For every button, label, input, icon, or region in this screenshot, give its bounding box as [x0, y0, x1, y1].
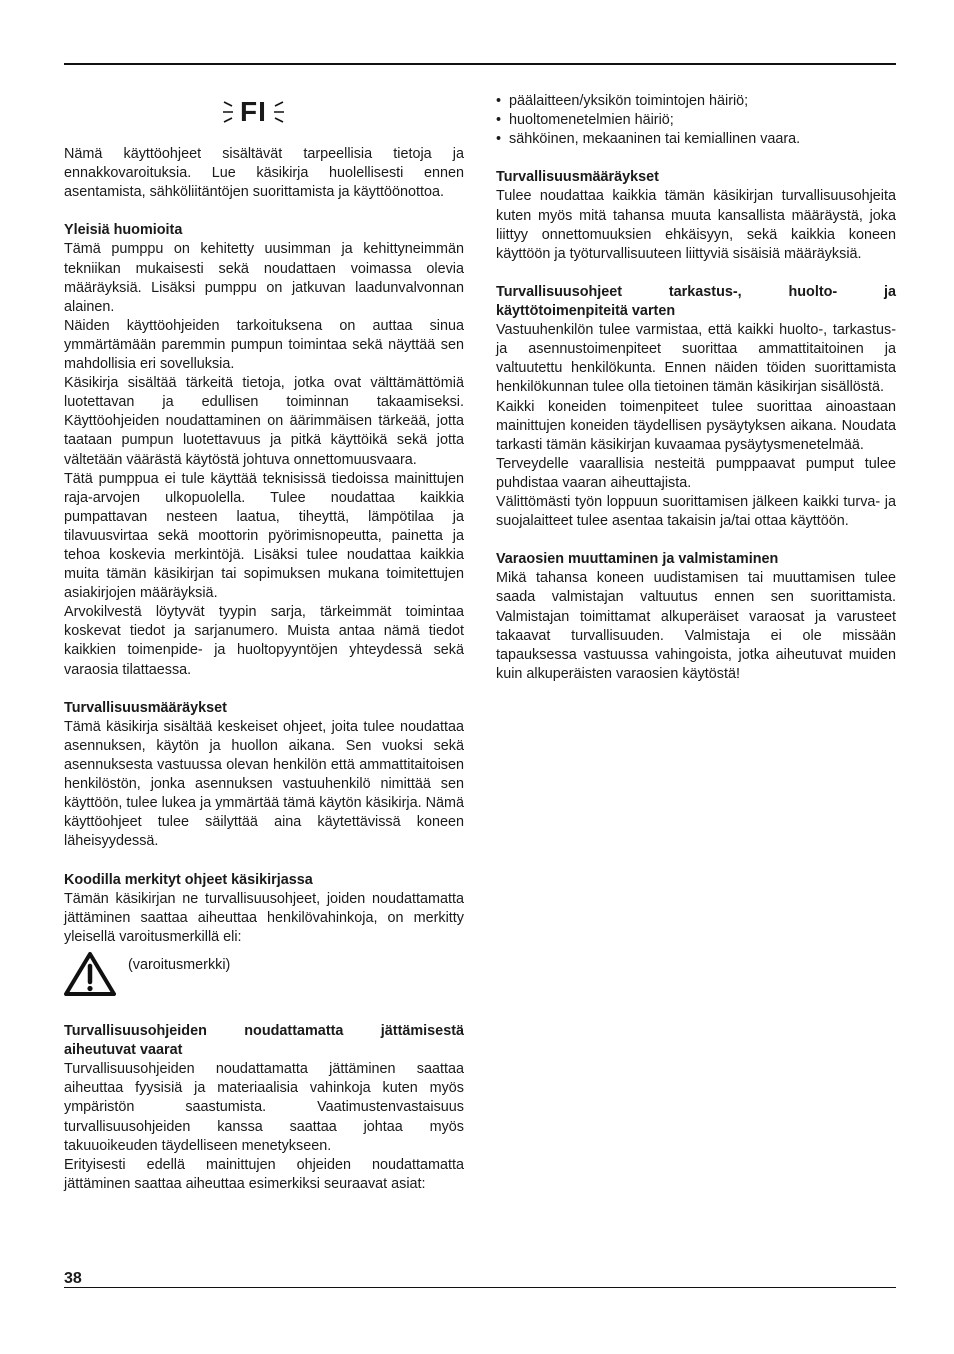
general-paragraph-1: Tämä pumppu on kehitetty uusimman ja kehittyneimmän tekniikan mukaisesti sekä noudattaen voimassa olevia määräyksiä. Lisäksi pumppu on jatkuvan laadunvalvonnan alainen. [64, 241, 464, 315]
list-item: • sähköinen, mekaaninen tai kemiallinen vaara. [496, 130, 896, 149]
bottom-rule [64, 1287, 896, 1288]
warning-triangle-icon [64, 951, 116, 997]
language-marker-left-icon [222, 100, 234, 124]
top-rule [64, 63, 896, 65]
right-column [496, 92, 896, 684]
general-paragraph-3: Käsikirja sisältää tärkeitä tietoja, jotka ovat välttämättömiä luotettavan ja edullisen toiminnan takaamiseksi. Käyttöohjeiden noudattaminen on äärimmäisen tärkeää, jotta taataan pumpun luotettavuus ja pitkä käyttöikä sekä jotta vältetään väärästä käytöstä johtuva onnettomuusvaara. [64, 375, 464, 468]
spare-parts-paragraph: Mikä tahansa koneen uudistamisen tai muuttamisen tulee saada valmistajan valtuutus ennen sen suorittamista. Valmistajan toimittamat alkuperäiset varaosat ja varusteet takaavat turvallisuuden. Valmistaja ei ole missään tapauksessa vastuussa vahingoista, jotka aiheutuvat muiden kuin alkuperäisten varaosien käytöstä! [496, 570, 896, 682]
hazards-heading: Turvallisuusohjeiden noudattamatta jättämisestä aiheutuvat vaarat [64, 1023, 464, 1059]
safety-rules-heading-right: Turvallisuusmääräykset [496, 169, 659, 186]
list-item: • huoltomenetelmien häiriö; [496, 111, 896, 130]
language-marker [222, 96, 285, 128]
hazard-list [496, 92, 896, 149]
hazards-paragraph-2: Erityisesti edellä mainittujen ohjeiden noudattamatta jättäminen saattaa aiheuttaa esimerkiksi seuraavat asiat: [64, 1156, 464, 1192]
general-paragraph-4: Tätä pumppua ei tule käyttää teknisissä tiedoissa mainittujen raja-arvojen ulkopuolella. Tulee noudattaa kaikkia pumpattavan nesteen laatua, tiheyttä, lämpötilaa ja tilavuusvirtaa sekä moottorin pyörimisnopeutta, painetta ja tehoa koskevia merkintöjä. Lisäksi tulee noudattaa kaikkia muita tämän käsikirjan tai sopimuksen mukana toimitettujen asiakirjojen määräyksiä. [64, 470, 464, 602]
inspection-paragraph-4: Välittömästi työn loppuun suorittamisen jälkeen kaikki turva- ja suojalaitteet tulee asentaa takaisin ja/tai ottaa käyttöön. [496, 493, 896, 530]
language-code: FI [240, 96, 267, 127]
inspection-paragraph-1: Vastuuhenkilön tulee varmistaa, että kaikki huolto-, tarkastus- ja asennustoimenpiteet suorittaa ammattitaitoinen ja valtuutettu henkilökunta. Ennen näiden töiden suorittamista henkilökunnan tulee olla tietoinen tämän käsikirjan sisällöstä. [496, 322, 896, 396]
warning-symbol-row [64, 951, 464, 1003]
page-number: 38 [64, 1270, 82, 1287]
general-heading: Yleisiä huomioita [64, 222, 183, 239]
list-item: • päälaitteen/yksikön toimintojen häiriö; [496, 92, 896, 111]
inspection-paragraph-2: Kaikki koneiden toimenpiteet tulee suorittaa ainoastaan mainittujen koneiden täydellisen pysäytyksen aikana. Noudata tarkasti tämän käsikirjan kuvaamaa pysäytysmenetelmää. [496, 398, 896, 453]
spare-parts-heading: Varaosien muuttaminen ja valmistaminen [496, 551, 779, 568]
safety-rules-paragraph: Tämä käsikirja sisältää keskeiset ohjeet, joita tulee noudattaa asennuksen, käytön ja huollon aikana. Sen vuoksi sekä asennuksesta vastuussa olevan henkilön että ammattitaitoisen henkilöstön, jonka asennuksen vastuuhenkilö nimittää sen käyttöön, tulee lukea ja ymmärtää tämä käytön käsikirja. Nämä käyttöohjeet tulee säilyttää aina käytettävissä koneen läheisyydessä. [64, 718, 464, 850]
coded-instructions-paragraph: Tämän käsikirjan ne turvallisuusohjeet, joiden noudattamatta jättäminen saattaa aiheuttaa henkilövahinkoja, on merkitty yleisellä varoitusmerkillä eli: [64, 890, 464, 945]
coded-instructions-heading: Koodilla merkityt ohjeet käsikirjassa [64, 871, 313, 888]
safety-rules-paragraph-right: Tulee noudattaa kaikkia tämän käsikirjan turvallisuusohjeita kuten myös mitä tahansa muuta kansallista määräystä, joka liittyy onnettomuuksien ehkäisyyn, sekä kaikkia koneen käyttöön ja työturvallisuuteen liittyviä sisäisiä määräyksiä. [496, 188, 896, 262]
inspection-paragraph-3: Terveydelle vaarallisia nesteitä pumppaavat pumput tulee puhdistaa vaaran aiheuttajista. [496, 455, 896, 491]
general-paragraph-2: Näiden käyttöohjeiden tarkoituksena on auttaa sinua ymmärtämään paremmin pumpun toimintaa sekä näyttää sen mahdollisia eri sovelluksia. [64, 317, 464, 373]
left-column [64, 145, 464, 1194]
language-marker-right-icon [273, 100, 285, 124]
general-paragraph-5: Arvokilvestä löytyvät tyypin sarja, tärkeimmät toimintaa koskevat tiedot ja sarjanumero. Muista antaa nämä tiedot kaikkien toimenpide- ja huoltopyyntöjen yhteydessä sekä varaosia tilattaessa. [64, 604, 464, 678]
intro-paragraph: Nämä käyttöohjeet sisältävät tarpeellisia tietoja ja ennakkovaroituksia. Lue käsikirja huolellisesti ennen asentamista, sähköliitäntöjen suorittamista ja käyttöönottoa. [64, 146, 464, 201]
hazards-paragraph-1: Turvallisuusohjeiden noudattamatta jättäminen saattaa aiheuttaa fyysisiä ja materiaalisia vahinkoja kuten myös ympäristön saastumista. Vaatimustenvastaisuus turvallisuusohjeiden kanssa saattaa johtaa myös takuuoikeuden täydelliseen menetykseen. [64, 1061, 464, 1154]
inspection-heading: Turvallisuusohjeet tarkastus-, huolto- ja käyttötoimenpiteitä varten [496, 283, 896, 320]
warning-symbol-label: (varoitusmerkki) [128, 956, 231, 973]
safety-rules-heading: Turvallisuusmääräykset [64, 699, 227, 716]
